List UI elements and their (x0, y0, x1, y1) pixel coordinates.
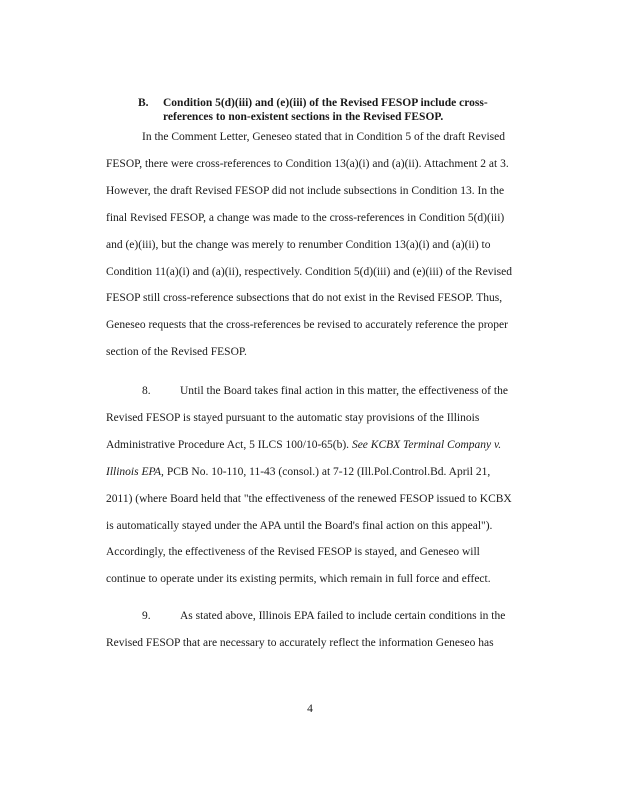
paragraph-number: 8. (142, 385, 151, 397)
section-heading (138, 96, 538, 124)
paragraph-line: Revised FESOP is stayed pursuant to the automatic stay provisions of the Illinois (106, 411, 480, 424)
paragraph-8 (106, 378, 526, 593)
page-number: 4 (307, 703, 313, 715)
case-citation: Illinois EPA, (106, 465, 164, 478)
paragraph-line: In the Comment Letter, Geneseo stated that in Condition 5 of the draft Revised (142, 131, 505, 143)
paragraph-line: Revised FESOP that are necessary to accurately reflect the information Geneseo has (106, 636, 494, 649)
section-heading-line-2: references to non-existent sections in the Revised FESOP. (163, 111, 444, 123)
paragraph-line: and (e)(iii), but the change was merely to renumber Condition 13(a)(i) and (a)(ii) to (106, 238, 491, 251)
paragraph-line: FESOP still cross-reference subsections that do not exist in the Revised FESOP. Thus, (106, 292, 503, 305)
section-heading-line-1: Condition 5(d)(iii) and (e)(iii) of the Revised FESOP include cross- (163, 97, 488, 109)
paragraph-line: Accordingly, the effectiveness of the Revised FESOP is stayed, and Geneseo will (106, 546, 480, 559)
paragraph-line: Geneseo requests that the cross-references be revised to accurately reference the proper (106, 319, 508, 332)
paragraph-line: is automatically stayed under the APA until the Board's final action on this appeal"). (106, 519, 493, 532)
paragraph-line: However, the draft Revised FESOP did not include subsections in Condition 13. In the (106, 184, 505, 197)
paragraph-line: continue to operate under its existing permits, which remain in full force and effect. (106, 573, 491, 586)
section-letter: B. (138, 97, 149, 109)
paragraph-line: Illinois EPA, PCB No. 10-110, 11-43 (consol.) at 7-12 (Ill.Pol.Control.Bd. April 21, (106, 465, 491, 478)
paragraph-number: 9. (142, 610, 151, 622)
paragraph-line: Condition 11(a)(i) and (a)(ii), respectively. Condition 5(d)(iii) and (e)(iii) of the Revised (106, 265, 512, 278)
paragraph-line: FESOP, there were cross-references to Condition 13(a)(i) and (a)(ii). Attachment 2 at 3. (106, 157, 509, 170)
paragraph-line: 2011) (where Board held that "the effectiveness of the renewed FESOP issued to KCBX (106, 492, 512, 505)
paragraph-line: 8. Until the Board takes final action in this matter, the effectiveness of the (106, 378, 526, 405)
paragraph-line: final Revised FESOP, a change was made to the cross-references in Condition 5(d)(iii) (106, 211, 505, 224)
case-citation: See KCBX Terminal Company v. (351, 438, 502, 451)
paragraph-9 (106, 603, 526, 657)
paragraph-line: section of the Revised FESOP. (106, 346, 247, 359)
paragraph-line: 9. As stated above, Illinois EPA failed to include certain conditions in the (106, 603, 526, 630)
paragraph-line: Administrative Procedure Act, 5 ILCS 100/10-65(b). See KCBX Terminal Company v. (106, 438, 502, 451)
paragraph-comment-letter (106, 124, 526, 366)
